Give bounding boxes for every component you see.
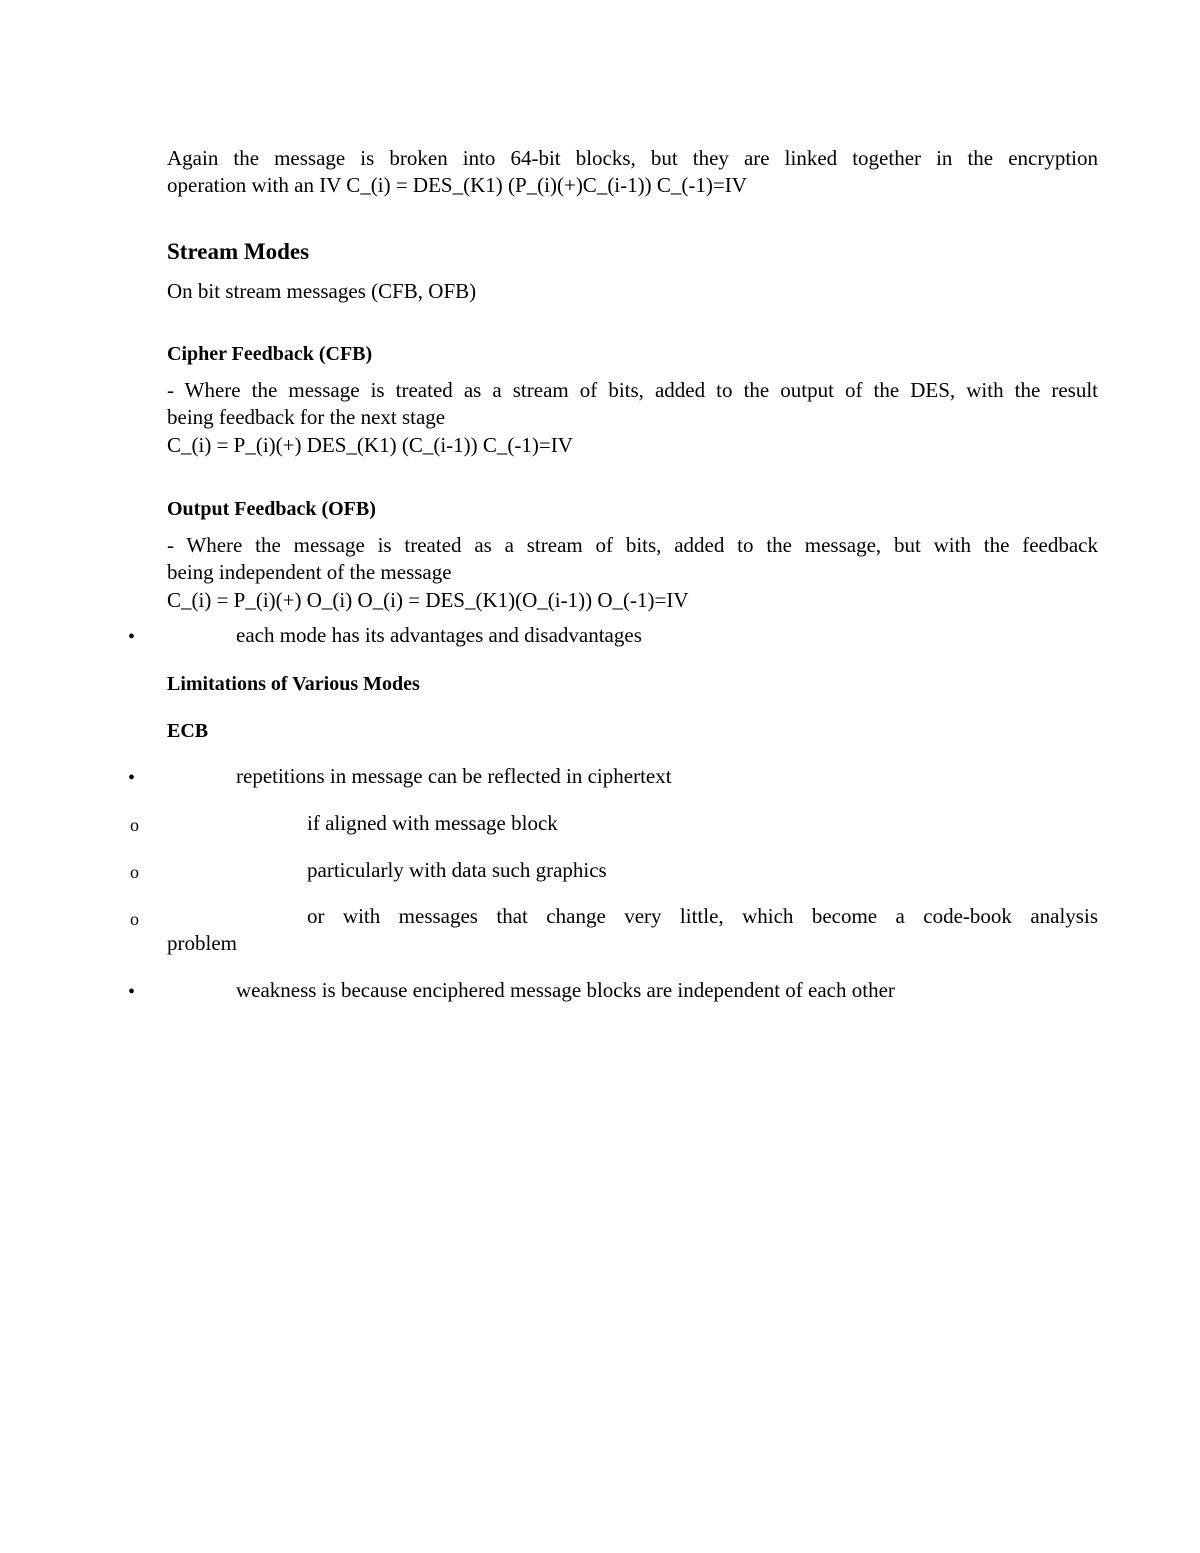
circle-bullet-icon: o xyxy=(130,862,139,882)
stream-modes-text: On bit stream messages (CFB, OFB) xyxy=(167,279,477,303)
ofb-line-1: - Where the message is treated as a stream of bits, added to the message, but with the feedback xyxy=(167,533,1098,557)
limitations-heading: Limitations of Various Modes xyxy=(167,673,420,695)
intro-line-1: Again the message is broken into 64-bit blocks, but they are linked together in the encryption xyxy=(167,146,1098,170)
bullet-icon: • xyxy=(128,626,136,648)
ecb-heading: ECB xyxy=(167,720,209,742)
bullet-icon: • xyxy=(128,981,136,1003)
ecb-bullet-2: weakness is because enciphered message blocks are independent of each other xyxy=(236,978,895,1002)
ecb-bullet-1: repetitions in message can be reflected in ciphertext xyxy=(236,764,672,788)
intro-line-2: operation with an IV C_(i) = DES_(K1) (P_(i)(+)C_(i-1)) C_(-1)=IV xyxy=(167,173,747,197)
ecb-sub-3-line-2: problem xyxy=(167,931,237,955)
cfb-formula: C_(i) = P_(i)(+) DES_(K1) (C_(i-1)) C_(-1)=IV xyxy=(167,433,573,457)
ofb-line-2: being independent of the message xyxy=(167,560,452,584)
bullet-icon: • xyxy=(128,767,136,789)
circle-bullet-icon: o xyxy=(130,909,139,929)
cfb-line-2: being feedback for the next stage xyxy=(167,405,446,429)
stream-modes-heading: Stream Modes xyxy=(167,239,310,264)
ofb-heading: Output Feedback (OFB) xyxy=(167,498,376,520)
ecb-sub-1: if aligned with message block xyxy=(307,811,558,835)
ecb-sub-3-line-1: or with messages that change very little, which become a code-book analysis xyxy=(307,904,1098,928)
cfb-line-1: - Where the message is treated as a stream of bits, added to the output of the DES, with the result xyxy=(167,378,1098,402)
ecb-sub-2: particularly with data such graphics xyxy=(307,858,607,882)
bullet-modes-text: each mode has its advantages and disadvantages xyxy=(236,623,642,647)
circle-bullet-icon: o xyxy=(130,815,139,835)
ofb-formula: C_(i) = P_(i)(+) O_(i) O_(i) = DES_(K1)(O_(i-1)) O_(-1)=IV xyxy=(167,588,689,612)
cfb-heading: Cipher Feedback (CFB) xyxy=(167,343,373,365)
